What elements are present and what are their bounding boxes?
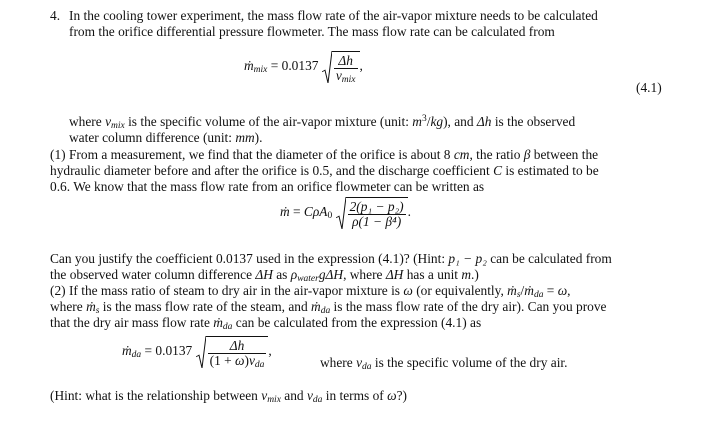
text: that the dry air mass flow rate: [50, 315, 214, 330]
where-line-2: [69, 130, 262, 146]
var-dh: Δh: [476, 114, 492, 129]
text: can be calculated from: [486, 251, 612, 266]
unit-cm: cm: [453, 147, 470, 162]
part1-line-3: 0.6. We know that the mass flow rate from an orifice flowmeter can be written as: [50, 179, 485, 194]
text: between the: [530, 147, 599, 162]
text: ).: [254, 130, 263, 145]
text: is the specific volume of the dry air.: [371, 355, 568, 370]
text: , where: [343, 267, 386, 282]
eq3-tail: ,: [268, 343, 272, 359]
text: the observed water column difference: [50, 267, 256, 282]
text: (Hint: what is the relationship between: [50, 388, 262, 403]
text: is the specific volume of the air-vapor mixture (unit:: [124, 114, 413, 129]
var-sub: mix: [111, 121, 125, 131]
eq1-lhs-sub: mix: [253, 65, 268, 76]
var-omega: ω: [387, 388, 397, 403]
part1-line-2: [50, 163, 599, 179]
unit-m: m: [412, 114, 422, 129]
eq3-lhs: ṁ: [122, 343, 132, 359]
unit-sup: 3: [421, 114, 427, 124]
intro-line-1: In the cooling tower experiment, the mass flow rate of the air-vapor mixture needs to be calculated: [69, 8, 598, 23]
var-v: v: [261, 388, 268, 403]
eq1-coef: = 0.0137: [267, 58, 319, 74]
justify-line-1: [50, 251, 612, 267]
eq1-numerator: Δh: [334, 54, 358, 69]
eq2-sqrt: [336, 197, 408, 229]
justify-line-2: [50, 267, 479, 283]
text: Can you justify the coefficient 0.0137 used in the expression (4.1)? (Hint:: [50, 251, 449, 266]
var-rho-sub: water: [297, 274, 319, 284]
var-dH: ΔH: [255, 267, 273, 282]
text: ,: [567, 283, 571, 298]
var-dH: ΔH: [385, 267, 404, 282]
var-m: ṁ: [86, 299, 96, 314]
text: where: [69, 114, 106, 129]
var-sub: da: [254, 360, 265, 370]
var-m: ṁ: [507, 283, 517, 298]
text: as: [272, 267, 291, 282]
eq1-sqrt: [322, 51, 360, 83]
var-v: v: [105, 114, 112, 129]
text: .): [471, 267, 479, 282]
var-C: C: [493, 163, 502, 178]
var-sub: s: [95, 306, 100, 316]
equation-orifice: [280, 197, 411, 229]
text: is the mass flow rate of the steam, and: [99, 299, 312, 314]
eq1-lhs: ṁ: [244, 58, 254, 74]
eq2-rho: ρ: [312, 204, 320, 220]
var-v: v: [356, 355, 363, 370]
text: ?): [396, 388, 407, 403]
unit-m: m: [461, 267, 472, 282]
var-v: v: [248, 353, 255, 368]
var-sub: mix: [267, 395, 281, 405]
part2-line-1: [50, 283, 571, 299]
text: hydraulic diameter before and after the orifice is 0.5, and the discharge coefficient: [50, 163, 494, 178]
eq2-eq: =: [289, 204, 304, 220]
var-sub: da: [533, 290, 544, 300]
text: where: [50, 299, 87, 314]
text: (2) If the mass ratio of steam to dry air in the air-vapor mixture is: [50, 283, 404, 298]
eq2-numerator: 2(p₁ − p₂): [349, 199, 404, 214]
text: in terms of: [322, 388, 388, 403]
var-sub: da: [312, 395, 323, 405]
var-p-diff: p₁ − p₂: [448, 251, 487, 266]
var-rho: ρ: [290, 267, 298, 282]
hint-line: [50, 388, 407, 404]
var-sub: da: [362, 362, 372, 372]
text: ), and: [443, 114, 477, 129]
problem-number: 4.: [50, 8, 61, 23]
where-line-1: [69, 114, 575, 130]
var-beta: β: [523, 147, 531, 162]
var-gdH: gΔH: [318, 267, 344, 282]
intro-line-2: from the orifice differential pressure flowmeter. The mass flow rate can be calculated from: [69, 24, 555, 39]
eq3-coef: = 0.0137: [141, 343, 193, 359]
var-m: ṁ: [213, 315, 223, 330]
text: has a unit: [403, 267, 462, 282]
part2-line-3: [50, 315, 481, 331]
text: ): [244, 353, 249, 368]
var-m: ṁ: [311, 299, 321, 314]
radical-sign-icon: [322, 51, 332, 83]
text: /: [426, 114, 431, 129]
part1-line-1: [50, 147, 598, 163]
radical-sign-icon: [196, 336, 206, 368]
eq3-lhs-sub: da: [131, 350, 142, 361]
text: water column difference (unit:: [69, 130, 236, 145]
text: and: [280, 388, 307, 403]
var-omega: ω: [557, 283, 568, 298]
text: is estimated to be: [502, 163, 599, 178]
eq3-sqrt: [196, 336, 272, 370]
text: can be calculated from the expression (4.1) as: [232, 315, 482, 330]
var-omega: ω: [235, 353, 245, 368]
eq2-A: A: [319, 204, 328, 220]
text: (1) From a measurement, we find that the diameter of the orifice is about 8: [50, 147, 454, 162]
text: (1 +: [209, 353, 236, 368]
eq1-denominator: v: [335, 68, 342, 83]
eq1-tail: ,: [359, 58, 363, 74]
text: (or equivalently,: [412, 283, 508, 298]
var-sub: da: [320, 306, 331, 316]
eq2-C: C: [303, 204, 313, 220]
equation-dry-air: [122, 336, 272, 368]
var-m: ṁ: [524, 283, 534, 298]
var-sub: da: [222, 322, 233, 332]
eq3-where: [320, 355, 567, 371]
eq2-denominator: ρ(1 − β⁴): [352, 214, 402, 229]
eq2-lhs: ṁ: [280, 204, 290, 220]
eq2-A-sub: 0: [327, 211, 333, 222]
unit-kg: kg: [430, 114, 444, 129]
var-v: v: [306, 388, 313, 403]
eq2-tail: .: [407, 204, 411, 220]
equation-4-1: [244, 51, 363, 83]
text: , the ratio: [469, 147, 524, 162]
text: is the mass flow rate of the dry air). Can you prove: [330, 299, 607, 314]
radical-sign-icon: [336, 197, 346, 229]
var-omega: ω: [403, 283, 413, 298]
equation-label-4-1: (4.1): [636, 80, 662, 95]
text: =: [543, 283, 558, 298]
eq3-numerator: Δh: [208, 339, 267, 354]
part2-line-2: [50, 299, 607, 315]
var-sub: s: [516, 290, 521, 300]
text: /: [520, 283, 525, 298]
text: where: [320, 355, 357, 370]
text: is the observed: [491, 114, 576, 129]
unit-mm: mm: [235, 130, 255, 145]
eq1-denominator-sub: mix: [341, 75, 356, 85]
